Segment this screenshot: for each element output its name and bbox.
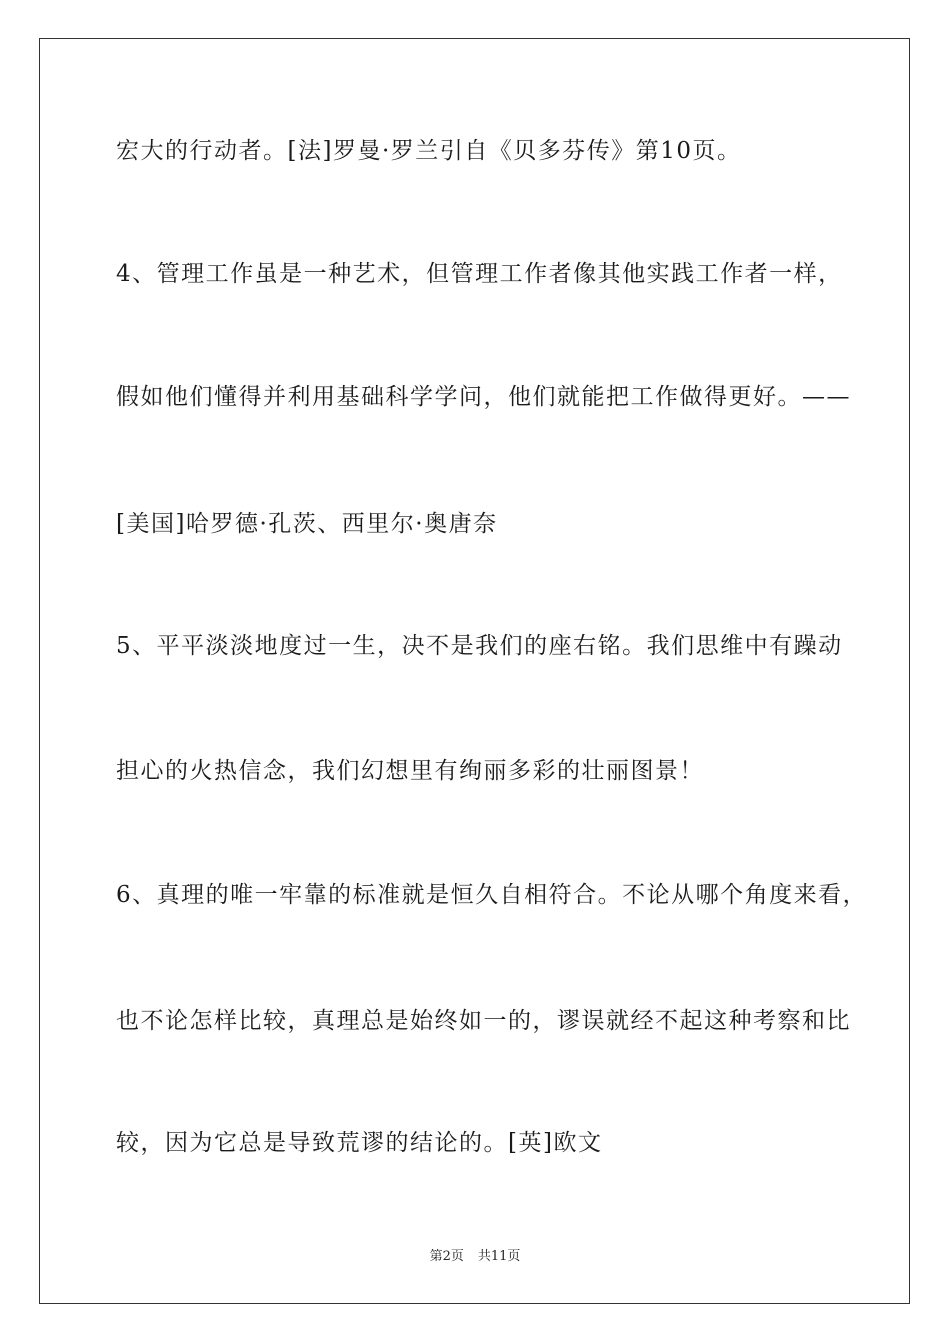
body-text-line: 4、管理工作虽是一种艺术，但管理工作者像其他实践工作者一样， — [116, 261, 843, 287]
current-page-label: 第2页 — [429, 1249, 464, 1264]
total-pages-label: 共11页 — [477, 1249, 521, 1264]
body-text-line: 担心的火热信念，我们幻想里有绚丽多彩的壮丽图景！ — [116, 758, 704, 784]
body-text-line: 假如他们懂得并利用基础科学学问，他们就能把工作做得更好。—— — [116, 384, 851, 410]
body-text-line: 也不论怎样比较，真理总是始终如一的，谬误就经不起这种考察和比 — [116, 1008, 851, 1034]
body-text-line: [美国]哈罗德·孔茨、西里尔·奥唐奈 — [116, 511, 498, 537]
body-text-line: 宏大的行动者。[法]罗曼·罗兰引自《贝多芬传》第10页。 — [116, 138, 742, 164]
body-text-line: 较，因为它总是导致荒谬的结论的。[英]欧文 — [116, 1130, 603, 1156]
body-text-line: 6、真理的唯一牢靠的标准就是恒久自相符合。不论从哪个角度来看， — [116, 882, 868, 908]
page-frame — [39, 38, 910, 1304]
body-text-line: 5、平平淡淡地度过一生，决不是我们的座右铭。我们思维中有躁动 — [116, 633, 843, 659]
page-footer — [0, 1248, 950, 1266]
